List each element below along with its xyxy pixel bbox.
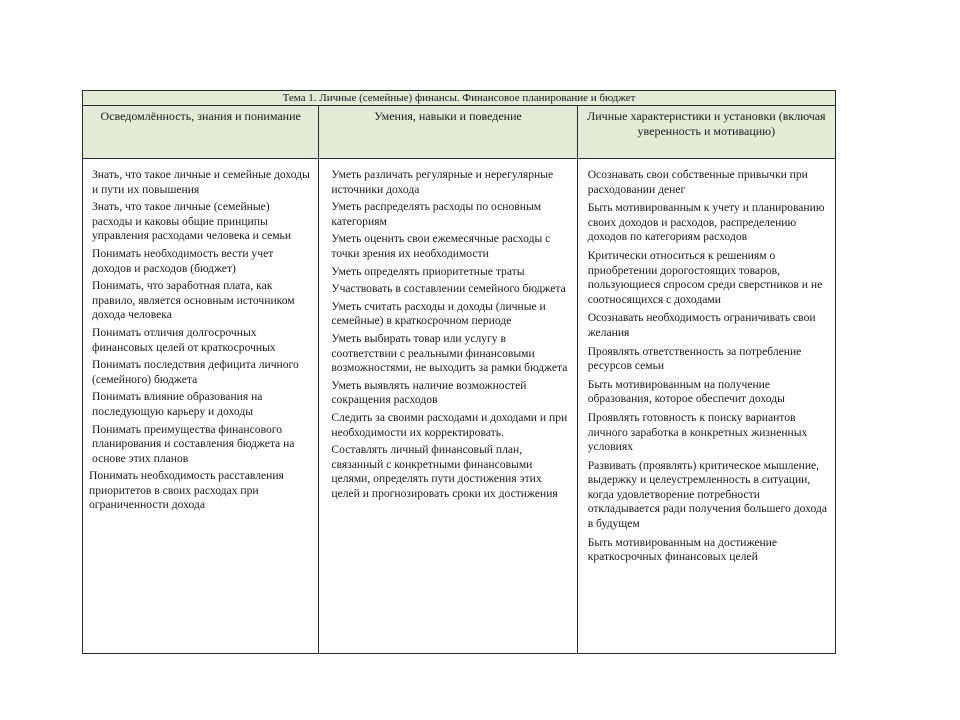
competency-table [82,90,836,654]
list-item: Уметь считать расходы и доходы (личные и семейные) в краткосрочном периоде [331,299,546,328]
list-item: Знать, что такое личные (семейные) расходы и каковы общие принципы управления расходами человека и семьи [92,200,292,243]
list-item: Уметь распределять расходы по основным категориям [331,200,542,228]
list-item: Понимать последствия дефицита личного (семейного) бюджета [92,358,299,386]
list-item: Осознавать необходимость ограничивать свои желания [587,311,816,339]
list-item: Понимать, что заработная плата, как правило, является основным источником дохода человека [92,279,295,322]
table-body-row [83,159,835,653]
list-item: Участвовать в составлении семейного бюджета [331,282,566,296]
list-item: Понимать необходимость вести учет доходов и расходов (бюджет) [92,246,274,275]
list-item: Быть мотивированным к учету и планированию своих доходов и расходов, распределению доходов по категориям расходов [587,201,825,244]
topic-title: Тема 1. Личные (семейные) финансы. Финансовое планирование и бюджет [83,91,835,106]
list-item: Уметь оценить свои ежемесячные расходы с точки зрения их необходимости [331,232,551,260]
knowledge-column [83,159,319,653]
header-attitudes: Личные характеристики и установки (включая уверенность и мотивацию) [587,109,826,138]
list-item: Составлять личный финансовый план, связанный с конкретными финансовыми целями, определять пути достижения этих целей и прогнозировать сроки их достижения [331,443,558,500]
list-item: Уметь выбирать товар или услугу в соответствии с реальными финансовыми возможностями, не выходить за рамки бюджета [331,331,568,375]
list-item: Понимать отличия долгосрочных финансовых целей от краткосрочных [92,325,276,354]
list-item: Уметь различать регулярные и нерегулярные источники дохода [331,168,554,196]
list-item: Критически относиться к решениям о приобретении дорогостоящих товаров, пользующиеся спросом среди сверстников и не соотносящихся с доходами [587,248,823,306]
list-item: Понимать преимущества финансового планирования и составления бюджета на основе этих планов [92,422,295,465]
list-item: Уметь определять приоритетные траты [331,264,525,278]
list-item: Проявлять готовность к поиску вариантов личного заработка в конкретных жизненных условиях [587,410,808,454]
table-header-row [83,106,835,159]
list-item: Знать, что такое личные и семейные доходы и пути их повышения [92,168,310,196]
list-item: Следить за своими расходами и доходами и при необходимости их корректировать. [331,410,568,439]
attitudes-column [578,159,835,653]
list-item: Уметь выявлять наличие возможностей сокращения расходов [331,378,527,407]
list-item: Быть мотивированным на достижение краткосрочных финансовых целей [587,535,778,564]
list-item: Осознавать свои собственные привычки при расходовании денег [587,168,808,196]
list-item: Понимать необходимость расставления приоритетов в своих расходах при ограниченности дохода [89,469,284,512]
list-item: Понимать влияние образования на последующую карьеру и доходы [92,390,263,418]
header-knowledge: Осведомлённость, знания и понимание [83,106,319,158]
list-item: Проявлять ответственность за потребление ресурсов семьи [587,344,802,373]
header-skills: Умения, навыки и поведение [319,106,577,158]
list-item: Быть мотивированным на получение образования, которое обеспечит доходы [587,377,785,406]
skills-column [319,159,577,653]
list-item: Развивать (проявлять) критическое мышление, выдержку и целеустремленность в ситуации, когда удовлетворение потребности откладывается ради получения большего дохода в будущем [587,458,827,531]
